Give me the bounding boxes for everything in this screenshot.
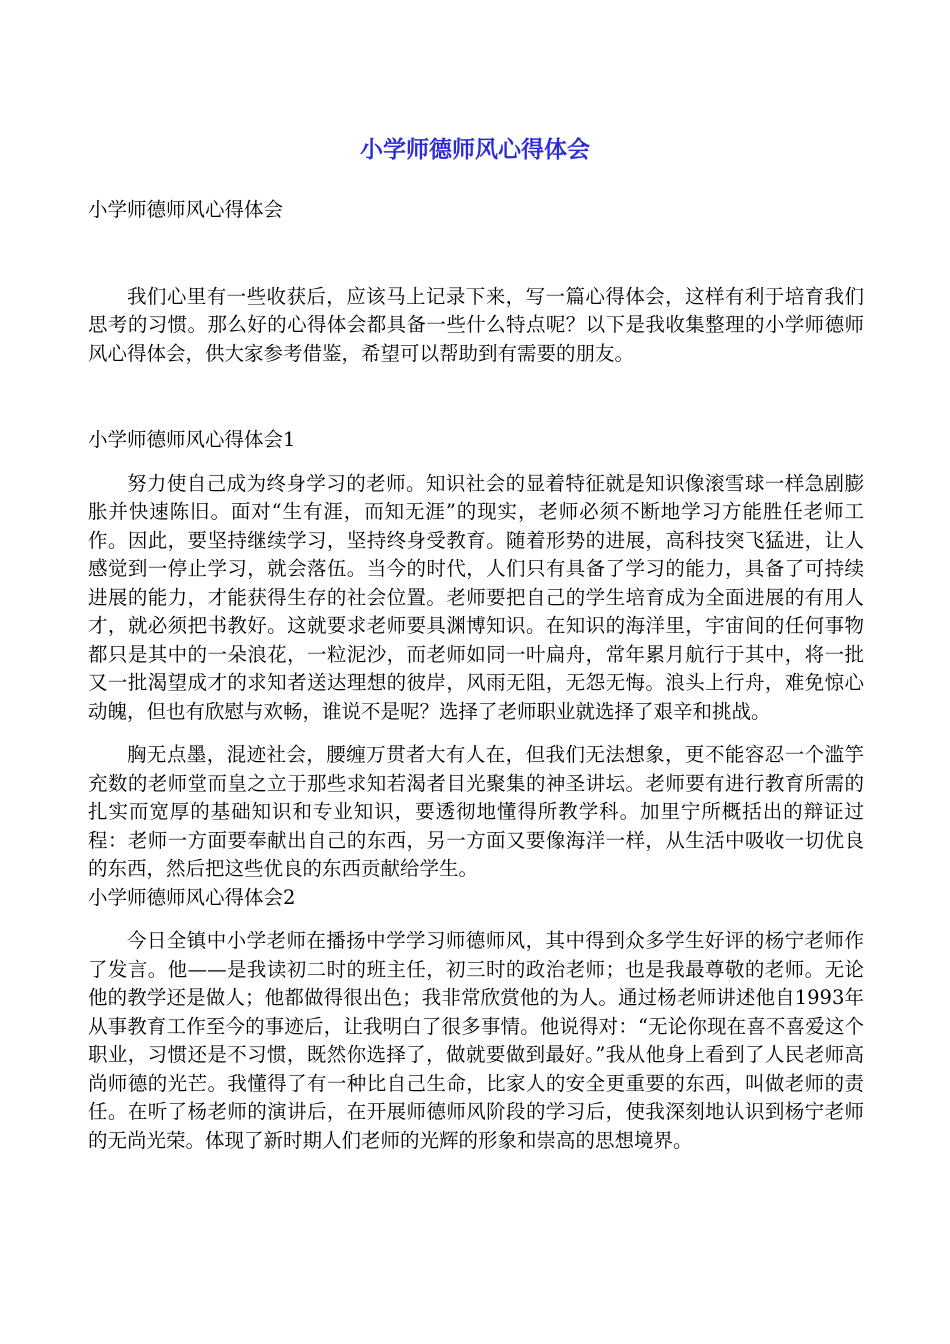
spacer <box>88 912 864 927</box>
document-title: 小学师德师风心得体会 <box>360 137 590 163</box>
section-1-paragraph-1: 努力使自己成为终身学习的老师。知识社会的显着特征就是知识像滚雪球一样急剧膨胀并快速陈旧。面对“生有涯，而知无涯”的现实，老师必须不断地学习方能胜任老师工作。因此，要坚持继续学习，坚持终身受教育。随着形势的进展，高科技突飞猛进，让人感觉到一停止学习，就会落伍。当今的时代，人们只有具备了学习的能力，具备了可持续进展的能力，才能获得生存的社会位置。老师要把自己的学生培育成为全面进展的有用人才，就必须把书教好。这就要求老师要具渊博知识。在知识的海洋里，宇宙间的任何事物都只是其中的一朵浪花，一粒泥沙，而老师如同一叶扁舟，常年累月航行于其中，将一批又一批渴望成才的求知者送达理想的彼岸，风雨无阻，无怨无悔。浪头上行舟，难免惊心动魄，但也有欣慰与欢畅，谁说不是呢？选择了老师职业就选择了艰辛和挑战。 <box>88 471 864 723</box>
section-2-paragraph-1: 今日全镇中小学老师在播扬中学学习师德师风，其中得到众多学生好评的杨宁老师作了发言。他——是我读初二时的班主任，初三时的政治老师；也是我最尊敬的老师。无论他的教学还是做人；他都做得很出色；我非常欣赏他的为人。通过杨老师讲述他自1993年从事教育工作至今的事迹后，让我明白了很多事情。他说得对：“无论你现在喜不喜爱这个职业，习惯还是不习惯，既然你选择了，做就要做到最好。”我从他身上看到了人民老师高尚师德的光芒。我懂得了有一种比自己生命，比家人的安全更重要的东西，叫做老师的责任。在听了杨老师的演讲后，在开展师德师风阶段的学习后，使我深刻地认识到杨宁老师的无尚光荣。体现了新时期人们老师的光辉的形象和崇高的思想境界。 <box>88 929 864 1152</box>
document-body <box>88 196 864 1155</box>
spacer <box>88 368 864 426</box>
section-heading-1: 小学师德师风心得体会1 <box>88 428 296 451</box>
section-1-paragraph-2: 胸无点墨，混迹社会，腰缠万贯者大有人在，但我们无法想象，更不能容忍一个滥竽充数的老师堂而皇之立于那些求知若渴者目光聚集的神圣讲坛。老师要有进行教育所需的扎实而宽厚的基础知识和专业知识，要透彻地懂得所教学科。加里宁所概括出的辩证过程：老师一方面要奉献出自己的东西，另一方面又要像海洋一样，从生活中吸收一切优良的东西，然后把这些优良的东西贡献给学生。 <box>88 743 864 880</box>
spacer <box>88 455 864 470</box>
spacer <box>88 225 864 283</box>
section-heading-2: 小学师德师风心得体会2 <box>88 885 296 909</box>
intro-paragraph: 我们心里有一些收获后，应该马上记录下来，写一篇心得体会，这样有利于培育我们思考的习惯。那么好的心得体会都具备一些什么特点呢？以下是我收集整理的小学师德师风心得体会，供大家参考借鉴，希望可以帮助到有需要的朋友。 <box>88 284 864 365</box>
spacer <box>88 726 864 741</box>
document-subtitle: 小学师德师风心得体会 <box>88 198 284 221</box>
